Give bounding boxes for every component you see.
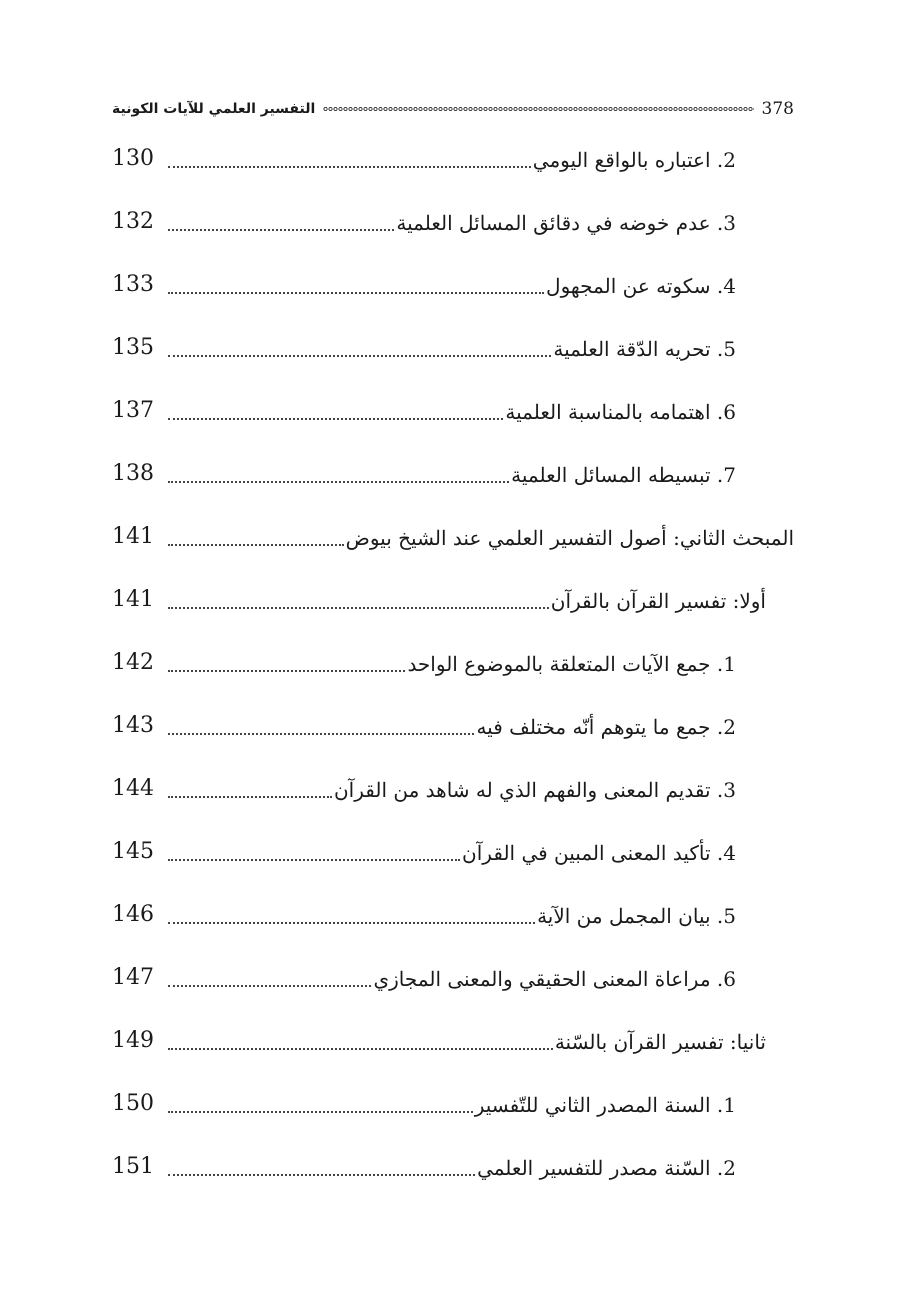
- toc-entry: [112, 260, 794, 300]
- toc-entry-page: 135: [112, 335, 154, 360]
- toc-entry: [112, 764, 794, 804]
- toc-entry-title: 7. تبسيطه المسائل العلمية: [511, 463, 736, 487]
- toc-dot-leader: [168, 1174, 475, 1176]
- toc-dot-leader: [168, 985, 371, 987]
- toc-entry-page: 133: [112, 272, 154, 297]
- toc-entry-title: 2. السّنة مصدر للتفسير العلمي: [477, 1156, 736, 1180]
- toc-entry: [112, 953, 794, 993]
- toc-section-title: المبحث الثاني: أصول التفسير العلمي عند الشيخ بيوض: [345, 526, 794, 550]
- toc-entry: [112, 323, 794, 363]
- header-ornament-line: [323, 107, 753, 111]
- toc-entry: [112, 1016, 794, 1056]
- toc-dot-leader: [168, 1048, 553, 1050]
- toc-entry: [112, 827, 794, 867]
- toc-entry-title: 3. تقديم المعنى والفهم الذي له شاهد من القرآن: [333, 778, 736, 802]
- toc-entry-page: 141: [112, 524, 154, 549]
- toc-entry: [112, 386, 794, 426]
- toc-entry-page: 150: [112, 1091, 154, 1116]
- toc-entry: [112, 1079, 794, 1119]
- toc-entry-title: 4. سكوته عن المجهول: [546, 274, 736, 298]
- toc-entry-title: 2. جمع ما يتوهم أنّه مختلف فيه: [476, 715, 736, 739]
- toc-entry-page: 146: [112, 902, 154, 927]
- toc-entry-title: 5. بيان المجمل من الآية: [537, 904, 736, 928]
- toc-entry-page: 142: [112, 650, 154, 675]
- toc-subsection-title: أولا: تفسير القرآن بالقرآن: [550, 589, 766, 613]
- toc-entry: [112, 197, 794, 237]
- toc-entry-page: 147: [112, 965, 154, 990]
- toc-entry-page: 144: [112, 776, 154, 801]
- toc-dot-leader: [168, 544, 344, 546]
- toc-entry: [112, 512, 794, 552]
- toc-dot-leader: [168, 733, 474, 735]
- toc-entry-page: 151: [112, 1154, 154, 1179]
- toc-entry-title: 1. جمع الآيات المتعلقة بالموضوع الواحد: [407, 652, 736, 676]
- toc-entry-page: 132: [112, 209, 154, 234]
- page-number: 378: [761, 99, 794, 119]
- toc-entry: [112, 701, 794, 741]
- toc-entry-title: 1. السنة المصدر الثاني للتّفسير: [474, 1093, 736, 1117]
- toc-dot-leader: [168, 418, 503, 420]
- toc-entry: [112, 134, 794, 174]
- running-header: [112, 96, 794, 122]
- toc-entry: [112, 575, 794, 615]
- toc-dot-leader: [168, 607, 549, 609]
- toc-entry: [112, 638, 794, 678]
- toc-dot-leader: [168, 292, 544, 294]
- toc-entry-title: 6. اهتمامه بالمناسبة العلمية: [505, 400, 736, 424]
- toc-entry-title: 5. تحريه الدّقة العلمية: [553, 337, 736, 361]
- toc-entry-page: 138: [112, 461, 154, 486]
- toc-entry-page: 145: [112, 839, 154, 864]
- toc-entry-title: 3. عدم خوضه في دقائق المسائل العلمية: [396, 211, 736, 235]
- toc-dot-leader: [168, 922, 535, 924]
- toc-dot-leader: [168, 166, 531, 168]
- toc-entry-title: 4. تأكيد المعنى المبين في القرآن: [462, 841, 736, 865]
- toc-entry: [112, 449, 794, 489]
- toc-entry-title: 2. اعتباره بالواقع اليومي: [532, 148, 736, 172]
- toc-dot-leader: [168, 481, 509, 483]
- toc-dot-leader: [168, 859, 460, 861]
- toc-entry: [112, 1142, 794, 1182]
- toc-entry-title: 6. مراعاة المعنى الحقيقي والمعنى المجازي: [373, 967, 736, 991]
- toc-entry: [112, 890, 794, 930]
- toc-entry-page: 143: [112, 713, 154, 738]
- toc-dot-leader: [168, 670, 405, 672]
- toc-dot-leader: [168, 355, 551, 357]
- toc-subsection-title: ثانيا: تفسير القرآن بالسّنة: [554, 1030, 766, 1054]
- toc-entry-page: 149: [112, 1028, 154, 1053]
- toc-dot-leader: [168, 1111, 473, 1113]
- toc-dot-leader: [168, 229, 394, 231]
- toc-entry-page: 137: [112, 398, 154, 423]
- running-title: التفسير العلمي للآيات الكونية: [112, 101, 316, 117]
- toc-entry-page: 130: [112, 146, 154, 171]
- toc-dot-leader: [168, 796, 332, 798]
- toc-entry-page: 141: [112, 587, 154, 612]
